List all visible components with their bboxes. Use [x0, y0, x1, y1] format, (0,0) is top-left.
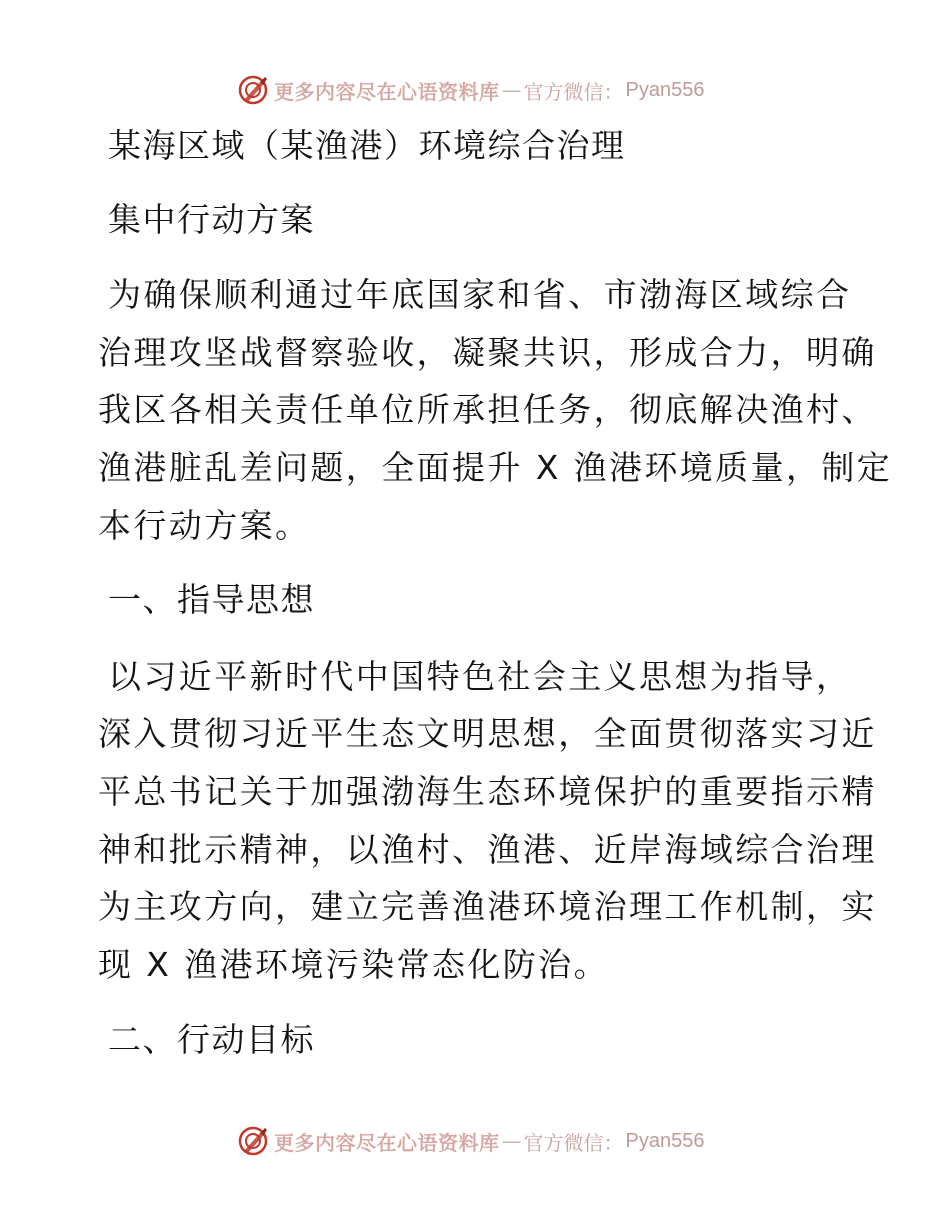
intro-line: 本行动方案。	[98, 506, 311, 545]
intro-line: 渔港脏乱差问题，全面提升 X 渔港环境质量，制定	[98, 448, 893, 487]
section1-line: 神和批示精神，以渔村、渔港、近岸海域综合治理	[98, 830, 877, 869]
intro-line: 我区各相关责任单位所承担任务，彻底解决渔村、	[98, 390, 877, 429]
watermark-separator: —	[501, 78, 522, 102]
watermark-wechat-label: 官方微信：	[523, 1130, 624, 1155]
section1-line: 以习近平新时代中国特色社会主义思想为指导，	[108, 657, 852, 696]
intro-line: 治理攻坚战督察验收，凝聚共识，形成合力，明确	[98, 333, 877, 372]
section-heading-action-goals: 二、行动目标	[108, 1020, 315, 1059]
section1-line: 平总书记关于加强渤海生态环境保护的重要指示精	[98, 772, 877, 811]
watermark-separator: —	[501, 1129, 522, 1153]
document-title-line-2: 集中行动方案	[108, 200, 315, 239]
watermark-footer	[236, 1123, 704, 1159]
watermark-wechat-id: Pyan556	[625, 1129, 705, 1152]
section-heading-guiding-ideology: 一、指导思想	[108, 580, 315, 619]
section1-line: 为主攻方向，建立完善渔港环境治理工作机制，实	[98, 887, 877, 926]
pen-logo-icon	[236, 1124, 270, 1158]
watermark-text: 更多内容尽在心语资料库	[274, 79, 500, 104]
watermark-text: 更多内容尽在心语资料库	[274, 1130, 500, 1155]
watermark-wechat-label: 官方微信：	[523, 79, 624, 104]
watermark-wechat-id: Pyan556	[625, 78, 705, 101]
intro-line: 为确保顺利通过年底国家和省、市渤海区域综合	[108, 275, 852, 314]
section1-line: 现 X 渔港环境污染常态化防治。	[98, 945, 609, 984]
section1-line: 深入贯彻习近平生态文明思想，全面贯彻落实习近	[98, 714, 877, 753]
watermark-header	[236, 72, 704, 108]
pen-logo-icon	[236, 73, 270, 107]
document-title-line-1: 某海区域（某渔港）环境综合治理	[108, 126, 626, 165]
